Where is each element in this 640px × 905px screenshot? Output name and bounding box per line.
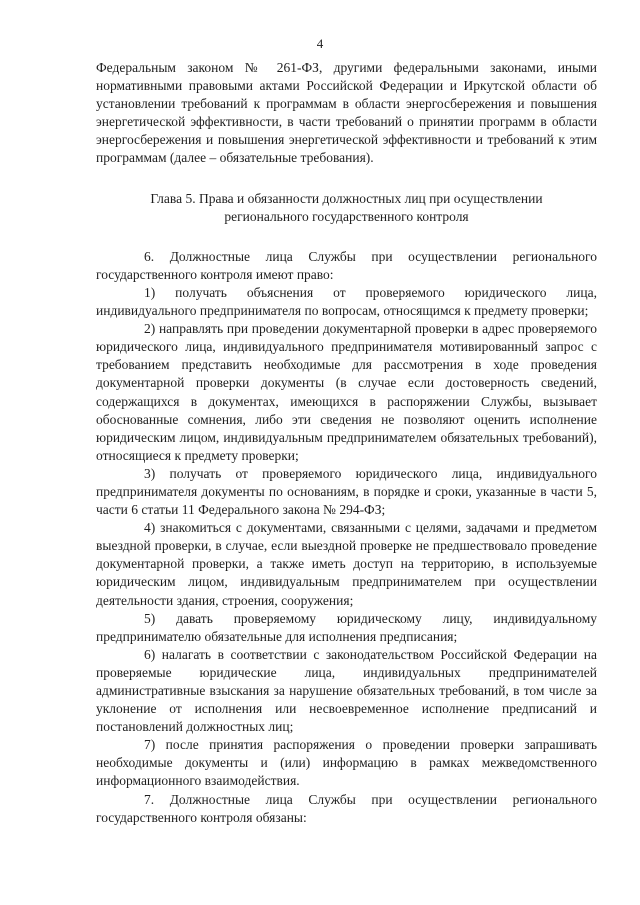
- section-6-item: 2) направлять при проведении документарной проверки в адрес проверяемого юридического лица, индивидуального предпринимателя мотивированный запрос с требованием представить необходимые для рассмотрения в ходе проведения документарной проверки документы (в случае если достоверность сведений, содержащихся в документах, имеющихся в распоряжении Службы, вызывает обоснованные сомнения, либо эти сведения не позволяют оценить исполнение юридическим лицом, индивидуальным предпринимателем обязательных требований), относящиеся к предмету проверки;: [96, 321, 597, 463]
- chapter-heading: Глава 5. Права и обязанности должностных лиц при осуществлении регионального государственного контроля: [150, 190, 543, 224]
- section-6-item: 5) давать проверяемому юридическому лицу, индивидуальному предпринимателю обязательные для исполнения предписания;: [96, 610, 597, 644]
- page-number: 4: [316, 36, 324, 51]
- section-6-item: 7) после принятия распоряжения о проведении проверки запрашивать необходимые документы и (или) информацию в рамках межведомственного информационного взаимодействия.: [96, 737, 597, 789]
- section-6-item: 1) получать объяснения от проверяемого юридического лица, индивидуального предпринимателя по вопросам, относящимся к предмету проверки;: [96, 284, 597, 319]
- section-7-lead: 7. Должностные лица Службы при осуществлении регионального государственного контроля обязаны:: [96, 791, 597, 825]
- intro-paragraph: Федеральным законом № 261-ФЗ, другими федеральными законами, иными нормативными правовыми актами Российской Федерации и Иркутской области об установлении требований к программам в области энергосбережения и повышения энергетической эффективности, в части требований о принятии программ в области энергосбережения и повышения энергетической эффективности и требований к этим программам (далее – обязательные требования).: [96, 60, 597, 166]
- section-6-item: 6) налагать в соответствии с законодательством Российской Федерации на проверяемые юридические лица, индивидуальных предпринимателей административные взыскания за нарушение обязательных требований, в том числе за уклонение от исполнения или несвоевременное исполнение предписаний и постановлений должностных лиц;: [96, 646, 597, 735]
- section-6-lead: 6. Должностные лица Службы при осуществлении регионального государственного контроля имеют право:: [96, 248, 597, 282]
- section-6-item: 4) знакомиться с документами, связанными с целями, задачами и предметом выездной проверки, в случае, если выездной проверке не предшествовало проведение документарной проверки, а также иметь доступ на территорию, в используемые юридическим лицом, индивидуальным предпринимателем при осуществлении деятельности здания, строения, сооружения;: [96, 520, 597, 608]
- section-6-item: 3) получать от проверяемого юридического лица, индивидуального предпринимателя документы по основаниям, в порядке и сроки, указанные в части 5, части 6 статьи 11 Федерального закона № 294-ФЗ;: [96, 465, 597, 518]
- page-body: [96, 59, 597, 827]
